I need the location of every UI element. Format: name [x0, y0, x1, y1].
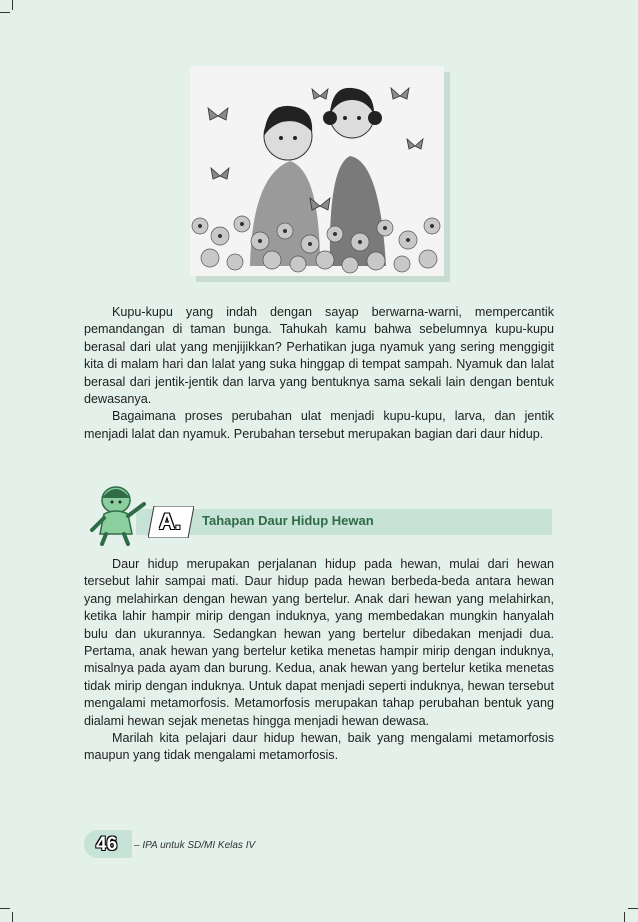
paragraph: Daur hidup merupakan perjalanan hidup pada hewan, mulai dari hewan tersebut lahir sampai mati. Daur hidup pada hewan berbeda-beda antara hewan yang melahirkan dengan hewan yang bertelur. Anak dari hewan yang melahirkan, ketika lahir hampir mirip dengan induknya, yang membedakan mungkin hanyalah bulu dan ukurannya. Sedangkan hewan yang bertelur dibedakan menjadi dua. Pertama, anak hewan yang bertelur ketika menetas hampir mirip dengan induknya, misalnya pada ayam dan burung. Kedua, anak hewan yang bertelur ketika menetas tidak mirip dengan induknya. Untuk dapat menjadi seperti induknya, hewan tersebut mengalami metamorfosis. Metamorfosis merupakan tahap perubahan bentuk yang dialami hewan sejak menetas hingga menjadi hewan dewasa. — [84, 557, 554, 728]
section-letter: A. — [159, 509, 181, 534]
main-text — [84, 556, 554, 765]
crop-mark — [0, 908, 10, 909]
crop-mark — [628, 908, 638, 909]
crop-mark — [0, 12, 10, 13]
mascot-icon — [86, 478, 156, 546]
crop-mark — [12, 912, 13, 922]
intro-text — [84, 304, 554, 443]
paragraph: Bagaimana proses perubahan ulat menjadi kupu-kupu, larva, dan jentik menjadi lalat dan nyamuk. Perubahan tersebut merupakan bagian dari daur hidup. — [84, 409, 554, 441]
crop-mark — [624, 912, 625, 922]
section-title: Tahapan Daur Hidup Hewan — [202, 513, 374, 528]
children-butterflies-illustration — [190, 66, 444, 276]
paragraph: Marilah kita pelajari daur hidup hewan, baik yang mengalami metamorfosis maupun yang tidak mengalami metamorfosis. — [84, 731, 554, 763]
crop-mark — [12, 0, 13, 10]
page-number: 46 — [96, 834, 118, 855]
book-title: – IPA untuk SD/MI Kelas IV — [134, 840, 256, 851]
paragraph: Kupu-kupu yang indah dengan sayap berwarna-warni, mempercantik pemandangan di taman bunga. Tahukah kamu bahwa sebelumnya kupu-kupu berasal dari ulat yang menjijikkan? Perhatikan juga nyamuk yang sering menggigit kita di malam hari dan lalat yang suka hinggap di tempat sampah. Nyamuk dan lalat berasal dari jentik-jentik dan larva yang bentuknya sama sekali lain dengan bentuk dewasanya. — [84, 305, 554, 407]
section-header — [86, 500, 552, 542]
